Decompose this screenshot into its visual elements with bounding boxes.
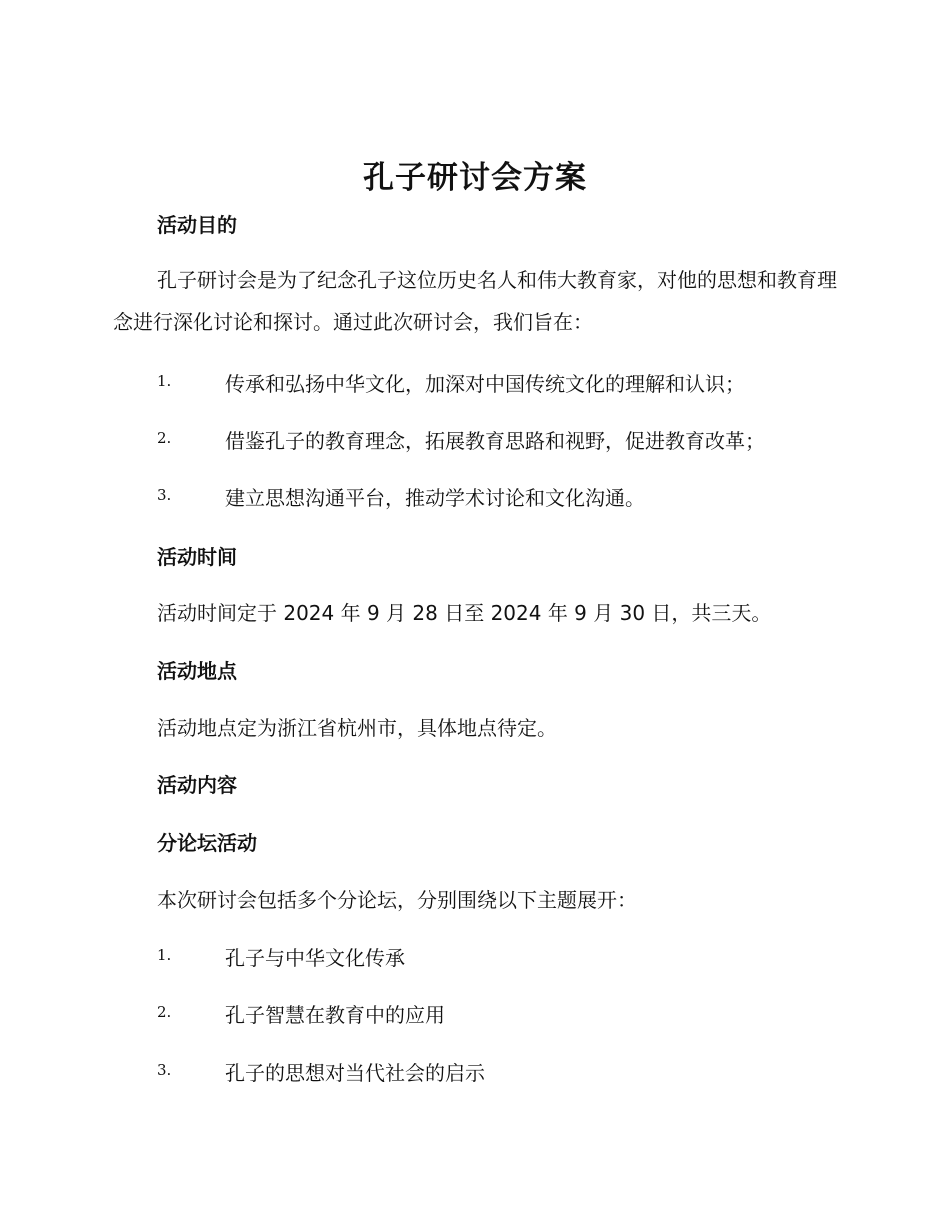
list-number: 2. [157,429,172,447]
list-text: 孔子的思想对当代社会的启示 [225,1061,485,1085]
list-number: 3. [157,1061,172,1079]
list-number: 1. [157,946,172,964]
heading-location: 活动地点 [157,659,237,683]
list-text: 孔子智慧在教育中的应用 [225,1003,445,1027]
list-text: 传承和弘扬中华文化，加深对中国传统文化的理解和认识； [225,372,745,396]
time-text: 活动时间定于 2024 年 9 月 28 日至 2024 年 9 月 30 日，共三天。 [157,601,772,625]
heading-content: 活动内容 [157,773,237,797]
list-number: 2. [157,1003,172,1021]
list-number: 3. [157,486,172,504]
purpose-paragraph: 孔子研讨会是为了纪念孔子这位历史名人和伟大教育家，对他的思想和教育理念进行深化讨论和探讨。通过此次研讨会，我们旨在： [113,268,837,334]
list-text: 建立思想沟通平台，推动学术讨论和文化沟通。 [225,486,645,510]
list-text: 孔子与中华文化传承 [225,946,405,970]
heading-time: 活动时间 [157,545,237,569]
heading-purpose: 活动目的 [157,213,237,237]
page-title: 孔子研讨会方案 [363,160,587,196]
forum-text: 本次研讨会包括多个分论坛，分别围绕以下主题展开： [157,888,637,912]
list-number: 1. [157,372,172,390]
location-text: 活动地点定为浙江省杭州市，具体地点待定。 [157,716,557,740]
list-text: 借鉴孔子的教育理念，拓展教育思路和视野，促进教育改革； [225,429,765,453]
heading-forum: 分论坛活动 [157,831,257,855]
